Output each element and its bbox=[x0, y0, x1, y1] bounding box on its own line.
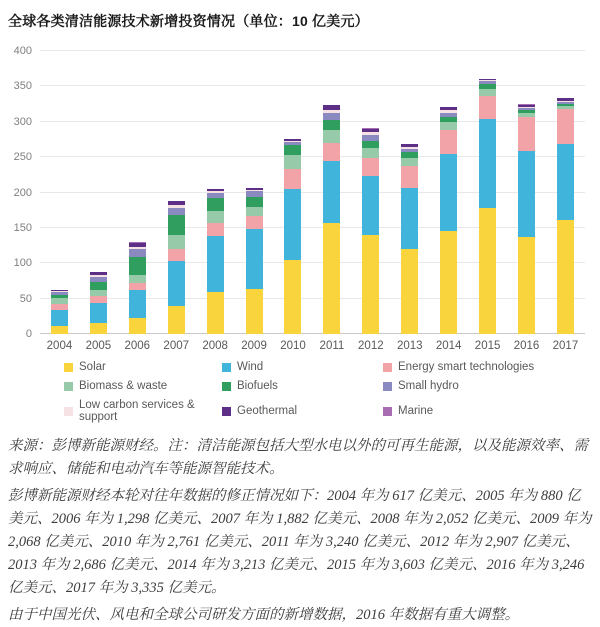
legend-swatch-icon bbox=[64, 363, 73, 372]
legend-swatch-icon bbox=[64, 407, 73, 416]
bar-2014 bbox=[440, 107, 457, 334]
segment-2005-energy-smart-technologies bbox=[90, 296, 107, 303]
segment-2006-wind bbox=[129, 290, 146, 318]
segment-2014-solar bbox=[440, 231, 457, 334]
legend-swatch-icon bbox=[222, 382, 231, 391]
x-tick-label-2012: 2012 bbox=[351, 340, 390, 352]
segment-2008-solar bbox=[207, 292, 224, 334]
segment-2013-solar bbox=[401, 249, 418, 334]
legend-swatch-icon bbox=[383, 363, 392, 372]
y-tick-label-0: 0 bbox=[0, 328, 32, 340]
legend-label: Marine bbox=[398, 405, 433, 417]
legend-swatch-icon bbox=[64, 382, 73, 391]
segment-2005-solar bbox=[90, 323, 107, 334]
x-tick-label-2017: 2017 bbox=[546, 340, 585, 352]
segment-2009-wind bbox=[246, 229, 263, 288]
x-tick-label-2011: 2011 bbox=[312, 340, 351, 352]
segment-2010-wind bbox=[284, 189, 301, 260]
segment-2009-biofuels bbox=[246, 197, 263, 207]
segment-2016-energy-smart-technologies bbox=[518, 117, 535, 151]
bar-2015 bbox=[479, 79, 496, 334]
segment-2011-biofuels bbox=[323, 120, 340, 131]
segment-2007-biomass-waste bbox=[168, 235, 185, 249]
bar-2006 bbox=[129, 242, 146, 334]
legend-label: Small hydro bbox=[398, 380, 459, 392]
bar-slot-2017 bbox=[546, 51, 585, 334]
x-tick-label-2013: 2013 bbox=[390, 340, 429, 352]
legend-label: Geothermal bbox=[237, 405, 297, 417]
segment-2007-solar bbox=[168, 306, 185, 334]
segment-2017-solar bbox=[557, 220, 574, 334]
x-tick-label-2004: 2004 bbox=[40, 340, 79, 352]
segment-2014-biomass-waste bbox=[440, 122, 457, 130]
segment-2012-biofuels bbox=[362, 141, 379, 148]
segment-2013-wind bbox=[401, 188, 418, 250]
legend-item-wind bbox=[222, 361, 383, 373]
legend-item-biofuels bbox=[222, 380, 383, 392]
bar-slot-2012 bbox=[351, 51, 390, 334]
y-tick-label-250: 250 bbox=[0, 151, 32, 163]
segment-2004-solar bbox=[51, 326, 68, 334]
y-tick-label-400: 400 bbox=[0, 45, 32, 57]
note-source: 来源：彭博新能源财经。注：清洁能源包括大型水电以外的可再生能源，以及能源效率、需求响应、储能和电动汽车等能源智能技术。 bbox=[8, 435, 592, 481]
segment-2008-wind bbox=[207, 236, 224, 292]
segment-2013-energy-smart-technologies bbox=[401, 166, 418, 187]
bar-2010 bbox=[284, 139, 301, 334]
legend-swatch-icon bbox=[383, 407, 392, 416]
segment-2015-biomass-waste bbox=[479, 89, 496, 97]
bar-2011 bbox=[323, 105, 340, 334]
segment-2011-biomass-waste bbox=[323, 130, 340, 143]
bar-slot-2013 bbox=[390, 51, 429, 334]
segment-2012-energy-smart-technologies bbox=[362, 158, 379, 176]
segment-2009-energy-smart-technologies bbox=[246, 216, 263, 229]
stacked-bar-chart bbox=[0, 47, 600, 357]
legend-item-small-hydro bbox=[383, 380, 600, 392]
segment-2015-energy-smart-technologies bbox=[479, 96, 496, 119]
bar-2013 bbox=[401, 144, 418, 334]
segment-2006-small-hydro bbox=[129, 249, 146, 256]
bar-slot-2014 bbox=[429, 51, 468, 334]
legend-item-marine bbox=[383, 399, 600, 423]
x-tick-label-2015: 2015 bbox=[468, 340, 507, 352]
bar-slot-2015 bbox=[468, 51, 507, 334]
segment-2016-solar bbox=[518, 237, 535, 334]
bar-slot-2010 bbox=[274, 51, 313, 334]
segment-2006-biofuels bbox=[129, 257, 146, 275]
bar-slot-2008 bbox=[196, 51, 235, 334]
y-tick-label-50: 50 bbox=[0, 293, 32, 305]
bars bbox=[40, 51, 585, 334]
x-tick-label-2007: 2007 bbox=[157, 340, 196, 352]
x-tick-label-2014: 2014 bbox=[429, 340, 468, 352]
legend-label: Energy smart technologies bbox=[398, 361, 534, 373]
segment-2008-energy-smart-technologies bbox=[207, 223, 224, 236]
legend-swatch-icon bbox=[222, 363, 231, 372]
y-tick-label-200: 200 bbox=[0, 187, 32, 199]
bar-slot-2016 bbox=[507, 51, 546, 334]
bar-2012 bbox=[362, 128, 379, 334]
legend-item-biomass-waste bbox=[64, 380, 222, 392]
x-tick-label-2016: 2016 bbox=[507, 340, 546, 352]
bar-2007 bbox=[168, 201, 185, 334]
bar-slot-2011 bbox=[312, 51, 351, 334]
segment-2007-biofuels bbox=[168, 215, 185, 236]
legend-swatch-icon bbox=[383, 382, 392, 391]
segment-2012-biomass-waste bbox=[362, 148, 379, 158]
bar-slot-2009 bbox=[235, 51, 274, 334]
segment-2011-wind bbox=[323, 161, 340, 223]
note-revisions: 彭博新能源财经本轮对往年数据的修正情况如下：2004 年为 617 亿美元、2005 年为 880 亿美元、2006 年为 1,298 亿美元、2007 年为 1,882 亿美元、2008 年为 2,052 亿美元、2009 年为 2,068 亿美元、2010 年为 2,761 亿美元、2011 年为 3,240 亿美元、2012 年为 2,907 亿美元、2013 年为 2,686 亿美元、2014 年为 3,213 亿美元、2015 年为 3,603 亿美元、2016 年为 3,246 亿美元、2017 年为 3,335 亿美元。 bbox=[8, 485, 592, 600]
legend bbox=[64, 361, 600, 423]
segment-2012-wind bbox=[362, 176, 379, 235]
segment-2007-wind bbox=[168, 261, 185, 306]
segment-2012-solar bbox=[362, 235, 379, 334]
segment-2009-solar bbox=[246, 289, 263, 334]
segment-2004-wind bbox=[51, 310, 68, 326]
y-tick-label-150: 150 bbox=[0, 222, 32, 234]
legend-label: Biomass & waste bbox=[79, 380, 167, 392]
legend-item-low-carbon-services-support bbox=[64, 399, 222, 423]
segment-2010-energy-smart-technologies bbox=[284, 169, 301, 189]
segment-2017-energy-smart-technologies bbox=[557, 109, 574, 144]
x-tick-label-2008: 2008 bbox=[196, 340, 235, 352]
bar-2017 bbox=[557, 98, 574, 334]
x-tick-label-2005: 2005 bbox=[79, 340, 118, 352]
legend-item-energy-smart-technologies bbox=[383, 361, 600, 373]
bar-2009 bbox=[246, 188, 263, 334]
segment-2013-biomass-waste bbox=[401, 158, 418, 166]
x-tick-label-2006: 2006 bbox=[118, 340, 157, 352]
segment-2014-energy-smart-technologies bbox=[440, 130, 457, 153]
bar-2016 bbox=[518, 104, 535, 334]
legend-label: Low carbon services & support bbox=[79, 399, 222, 423]
page-title: 全球各类清洁能源技术新增投资情况（单位：10 亿美元） bbox=[0, 0, 600, 31]
legend-label: Biofuels bbox=[237, 380, 278, 392]
bar-slot-2004 bbox=[40, 51, 79, 334]
segment-2014-wind bbox=[440, 154, 457, 232]
segment-2008-biomass-waste bbox=[207, 211, 224, 223]
segment-2011-solar bbox=[323, 223, 340, 334]
y-tick-label-350: 350 bbox=[0, 80, 32, 92]
x-axis-labels bbox=[40, 340, 585, 352]
bar-2004 bbox=[51, 290, 68, 334]
x-tick-label-2010: 2010 bbox=[274, 340, 313, 352]
segment-2005-biofuels bbox=[90, 282, 107, 289]
segment-2007-energy-smart-technologies bbox=[168, 249, 185, 261]
segment-2006-energy-smart-technologies bbox=[129, 283, 146, 290]
legend-label: Solar bbox=[79, 361, 106, 373]
legend-item-geothermal bbox=[222, 399, 383, 423]
note-adjustment: 由于中国光伏、风电和全球公司研发方面的新增数据，2016 年数据有重大调整。 bbox=[8, 604, 592, 627]
legend-swatch-icon bbox=[222, 407, 231, 416]
notes bbox=[8, 435, 592, 627]
segment-2016-wind bbox=[518, 151, 535, 237]
segment-2010-biomass-waste bbox=[284, 155, 301, 169]
y-tick-label-100: 100 bbox=[0, 257, 32, 269]
segment-2015-wind bbox=[479, 119, 496, 208]
segment-2006-solar bbox=[129, 318, 146, 334]
segment-2008-biofuels bbox=[207, 198, 224, 211]
y-tick-label-300: 300 bbox=[0, 116, 32, 128]
bar-slot-2007 bbox=[157, 51, 196, 334]
plot-area bbox=[40, 51, 585, 334]
bar-2005 bbox=[90, 272, 107, 334]
segment-2010-biofuels bbox=[284, 145, 301, 155]
segment-2006-biomass-waste bbox=[129, 275, 146, 283]
segment-2010-solar bbox=[284, 260, 301, 334]
legend-label: Wind bbox=[237, 361, 263, 373]
segment-2017-wind bbox=[557, 144, 574, 220]
segment-2005-wind bbox=[90, 303, 107, 323]
segment-2009-biomass-waste bbox=[246, 207, 263, 216]
bar-2008 bbox=[207, 189, 224, 334]
legend-item-solar bbox=[64, 361, 222, 373]
bar-slot-2006 bbox=[118, 51, 157, 334]
segment-2011-energy-smart-technologies bbox=[323, 143, 340, 161]
bar-slot-2005 bbox=[79, 51, 118, 334]
segment-2015-solar bbox=[479, 208, 496, 334]
x-tick-label-2009: 2009 bbox=[235, 340, 274, 352]
